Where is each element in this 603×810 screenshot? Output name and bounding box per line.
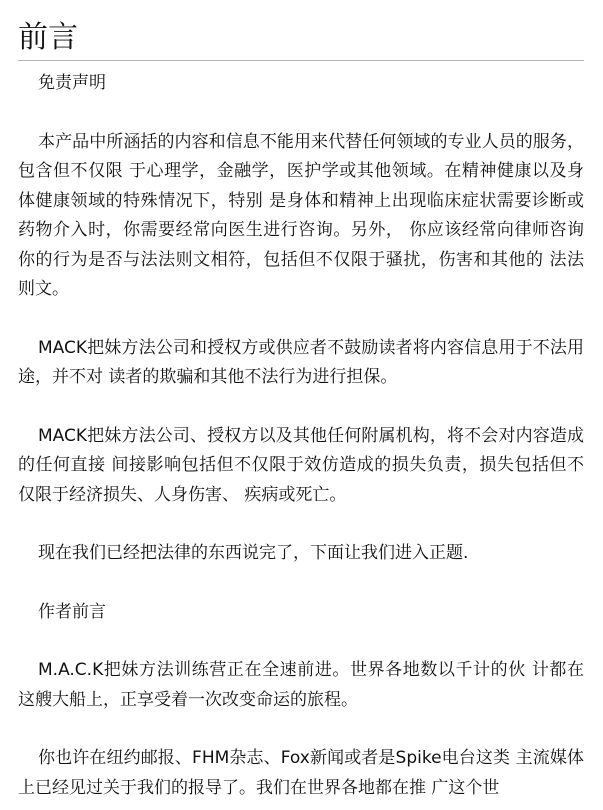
spacer bbox=[18, 510, 584, 539]
paragraph-media: 你也许在纽约邮报、FHM杂志、Fox新闻或者是Spike电台这类 主流媒体上已经见过关于我们的报导了。我们在世界各地都在推 广这个世 bbox=[18, 748, 584, 798]
spacer bbox=[18, 61, 584, 69]
paragraph-bootcamp: M.A.C.K把妹方法训练营正在全速前进。世界各地数以千计的伙 计都在这艘大船上，正享受着一次改变命运的旅程。 bbox=[18, 660, 584, 710]
document-page bbox=[18, 18, 584, 803]
spacer bbox=[18, 569, 584, 598]
spacer bbox=[18, 305, 584, 334]
paragraph-disclaimer-body: 本产品中所涵括的内容和信息不能用来代替任何领域的专业人员的服务，包含但不仅限 于心理学，金融学，医护学或其他领域。在精神健康以及身体健康领域的特殊情况下，特别 是身体和精神上出现临床症状需要诊断或药物介入时，你需要经常向医生进行咨询。另外， 你应该经常向律师咨询你的行为是否与法法则文相符，包括但不仅限于骚扰，伤害和其他的 法法则文。 bbox=[18, 131, 584, 299]
paragraph-disclaimer-heading: 免责声明 bbox=[38, 73, 106, 93]
paragraph-no-illegal-use: MACK把妹方法公司和授权方或供应者不鼓励读者将内容信息用于不法用途，并不对 读者的欺骗和其他不法行为进行担保。 bbox=[18, 337, 584, 387]
spacer bbox=[18, 99, 584, 128]
paragraph-liability: MACK把妹方法公司、授权方以及其他任何附属机构，将不会对内容造成的任何直接 间接影响包括但不仅限于效仿造成的损失负责，损失包括但不仅限于经济损失、人身伤害、 疾病或死亡。 bbox=[18, 425, 584, 505]
spacer bbox=[18, 627, 584, 656]
page-title: 前言 bbox=[18, 18, 584, 61]
spacer bbox=[18, 715, 584, 744]
paragraph-transition: 现在我们已经把法律的东西说完了，下面让我们进入正题. bbox=[38, 543, 469, 563]
paragraph-author-preface-heading: 作者前言 bbox=[38, 601, 106, 622]
spacer bbox=[18, 393, 584, 422]
